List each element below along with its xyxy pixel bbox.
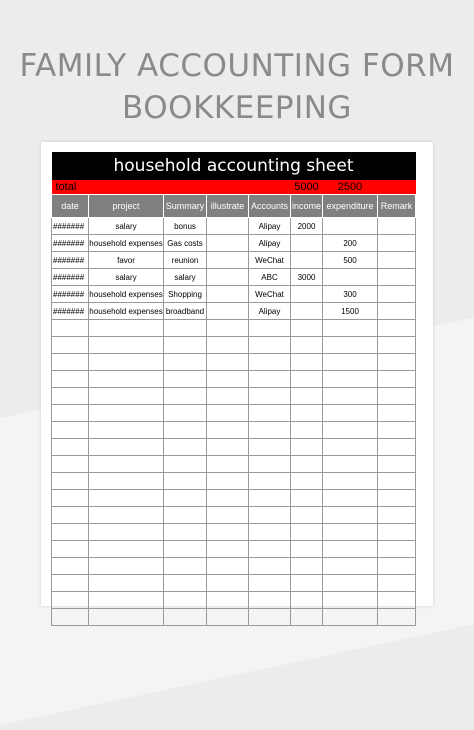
table-cell[interactable] [291, 541, 323, 558]
table-cell[interactable] [249, 439, 291, 456]
table-cell[interactable] [323, 592, 378, 609]
table-cell[interactable]: ####### [52, 218, 89, 235]
table-cell[interactable] [323, 541, 378, 558]
table-cell[interactable] [52, 354, 89, 371]
table-cell[interactable] [291, 558, 323, 575]
table-row [52, 609, 416, 626]
table-cell[interactable] [249, 507, 291, 524]
table-cell[interactable] [249, 558, 291, 575]
table-cell[interactable] [52, 490, 89, 507]
total-remark[interactable] [378, 180, 416, 195]
table-cell[interactable] [164, 422, 207, 439]
table-cell[interactable] [378, 456, 416, 473]
table-cell[interactable] [89, 371, 164, 388]
table-cell[interactable] [207, 218, 249, 235]
table-cell[interactable] [89, 507, 164, 524]
table-row [52, 405, 416, 422]
table-cell[interactable] [52, 609, 89, 626]
table-cell[interactable] [378, 337, 416, 354]
table-cell[interactable] [249, 524, 291, 541]
table-cell[interactable]: WeChat [249, 286, 291, 303]
column-header[interactable]: income [291, 195, 323, 218]
table-cell[interactable] [164, 473, 207, 490]
table-cell[interactable]: ####### [52, 252, 89, 269]
table-cell[interactable] [164, 524, 207, 541]
table-row [52, 490, 416, 507]
table-cell[interactable] [207, 388, 249, 405]
table-cell[interactable] [249, 337, 291, 354]
table-row [52, 592, 416, 609]
table-cell[interactable] [323, 490, 378, 507]
table-cell[interactable] [378, 405, 416, 422]
table-cell[interactable] [323, 422, 378, 439]
table-cell[interactable] [52, 422, 89, 439]
column-header[interactable]: illustrate [207, 195, 249, 218]
table-cell[interactable] [291, 490, 323, 507]
table-cell[interactable] [164, 490, 207, 507]
table-cell[interactable] [52, 592, 89, 609]
table-cell[interactable] [378, 609, 416, 626]
table-cell[interactable] [164, 575, 207, 592]
table-row [52, 337, 416, 354]
table-row [52, 558, 416, 575]
table-cell[interactable]: ABC [249, 269, 291, 286]
table-cell[interactable] [378, 269, 416, 286]
table-cell[interactable] [52, 507, 89, 524]
total-expenditure[interactable]: 2500 [323, 180, 378, 195]
table-cell[interactable]: 200 [323, 235, 378, 252]
table-cell[interactable] [207, 490, 249, 507]
table-cell[interactable]: 500 [323, 252, 378, 269]
table-cell[interactable] [164, 558, 207, 575]
table-cell[interactable] [89, 388, 164, 405]
table-cell[interactable] [291, 422, 323, 439]
total-income[interactable]: 5000 [291, 180, 323, 195]
table-cell[interactable]: 3000 [291, 269, 323, 286]
table-cell[interactable] [52, 405, 89, 422]
table-cell[interactable]: Alipay [249, 303, 291, 320]
table-cell[interactable] [207, 456, 249, 473]
table-cell[interactable]: Alipay [249, 235, 291, 252]
page-title: FAMILY ACCOUNTING FORM [19, 48, 455, 84]
table-cell[interactable] [249, 490, 291, 507]
table-cell[interactable] [164, 320, 207, 337]
table-cell[interactable]: ####### [52, 235, 89, 252]
table-cell[interactable]: salary [89, 269, 164, 286]
table-cell[interactable] [207, 507, 249, 524]
table-cell[interactable] [52, 473, 89, 490]
table-cell[interactable] [89, 320, 164, 337]
table-cell[interactable] [164, 337, 207, 354]
table-cell[interactable] [249, 473, 291, 490]
table-cell[interactable]: household expenses [89, 286, 164, 303]
table-cell[interactable] [323, 439, 378, 456]
table-cell[interactable]: Alipay [249, 218, 291, 235]
table-row [52, 575, 416, 592]
table-cell[interactable] [323, 524, 378, 541]
table-row [52, 456, 416, 473]
table-cell[interactable] [249, 592, 291, 609]
table-cell[interactable] [249, 456, 291, 473]
spreadsheet-page [41, 142, 433, 606]
table-cell[interactable] [52, 439, 89, 456]
column-header-row [52, 195, 416, 218]
table-cell[interactable] [291, 507, 323, 524]
table-cell[interactable] [164, 405, 207, 422]
table-cell[interactable] [164, 541, 207, 558]
total-label[interactable]: total [52, 180, 291, 195]
table-cell[interactable] [164, 456, 207, 473]
total-row [52, 180, 416, 195]
table-cell[interactable]: salary [164, 269, 207, 286]
table-row [52, 439, 416, 456]
table-cell[interactable]: ####### [52, 286, 89, 303]
table-cell[interactable] [323, 405, 378, 422]
table-cell[interactable] [378, 524, 416, 541]
spreadsheet-grid [51, 152, 416, 626]
table-cell[interactable] [249, 405, 291, 422]
table-cell[interactable] [89, 524, 164, 541]
table-cell[interactable] [323, 575, 378, 592]
table-cell[interactable] [378, 218, 416, 235]
table-cell[interactable] [378, 558, 416, 575]
table-cell[interactable] [164, 439, 207, 456]
table-cell[interactable] [207, 354, 249, 371]
table-cell[interactable] [89, 541, 164, 558]
table-cell[interactable] [323, 609, 378, 626]
table-cell[interactable]: WeChat [249, 252, 291, 269]
table-cell[interactable] [323, 371, 378, 388]
table-cell[interactable] [89, 473, 164, 490]
table-cell[interactable] [323, 507, 378, 524]
table-row [52, 354, 416, 371]
table-cell[interactable] [249, 541, 291, 558]
table-cell[interactable] [207, 524, 249, 541]
table-row [52, 286, 416, 303]
table-row [52, 541, 416, 558]
table-cell[interactable] [291, 388, 323, 405]
table-cell[interactable]: broadband [164, 303, 207, 320]
table-cell[interactable] [291, 303, 323, 320]
table-cell[interactable] [249, 609, 291, 626]
table-cell[interactable] [207, 286, 249, 303]
table-cell[interactable] [291, 473, 323, 490]
table-cell[interactable] [378, 320, 416, 337]
table-cell[interactable] [52, 558, 89, 575]
table-cell[interactable] [207, 235, 249, 252]
accounting-table [51, 152, 416, 626]
table-body [52, 218, 416, 626]
table-cell[interactable] [207, 269, 249, 286]
table-cell[interactable] [52, 337, 89, 354]
table-cell[interactable] [323, 269, 378, 286]
table-cell[interactable] [291, 609, 323, 626]
table-cell[interactable] [89, 405, 164, 422]
table-cell[interactable] [164, 609, 207, 626]
table-cell[interactable] [52, 541, 89, 558]
table-cell[interactable] [207, 303, 249, 320]
table-cell[interactable] [164, 371, 207, 388]
table-cell[interactable] [291, 524, 323, 541]
table-cell[interactable] [207, 252, 249, 269]
table-cell[interactable] [207, 320, 249, 337]
table-cell[interactable] [207, 609, 249, 626]
table-cell[interactable] [164, 507, 207, 524]
table-row [52, 320, 416, 337]
table-cell[interactable] [52, 575, 89, 592]
table-cell[interactable] [89, 354, 164, 371]
table-row [52, 303, 416, 320]
table-cell[interactable] [378, 422, 416, 439]
table-cell[interactable] [291, 405, 323, 422]
table-cell[interactable]: bonus [164, 218, 207, 235]
table-cell[interactable] [291, 439, 323, 456]
table-cell[interactable] [323, 388, 378, 405]
table-cell[interactable] [207, 541, 249, 558]
table-cell[interactable]: favor [89, 252, 164, 269]
table-cell[interactable] [52, 388, 89, 405]
table-cell[interactable] [89, 337, 164, 354]
table-cell[interactable] [89, 439, 164, 456]
table-row [52, 371, 416, 388]
page-subtitle: BOOKKEEPING [122, 90, 352, 126]
table-cell[interactable] [207, 371, 249, 388]
table-cell[interactable] [291, 575, 323, 592]
table-row [52, 252, 416, 269]
table-cell[interactable] [207, 337, 249, 354]
table-cell[interactable] [249, 388, 291, 405]
sheet-title: household accounting sheet [52, 152, 416, 180]
table-cell[interactable]: salary [89, 218, 164, 235]
table-cell[interactable] [89, 609, 164, 626]
table-cell[interactable] [291, 286, 323, 303]
table-cell[interactable] [378, 371, 416, 388]
table-row [52, 235, 416, 252]
table-cell[interactable] [207, 558, 249, 575]
column-header[interactable]: date [52, 195, 89, 218]
table-cell[interactable] [207, 422, 249, 439]
column-header[interactable]: expenditure [323, 195, 378, 218]
table-row [52, 473, 416, 490]
table-cell[interactable] [291, 320, 323, 337]
table-cell[interactable]: 300 [323, 286, 378, 303]
table-cell[interactable] [249, 354, 291, 371]
table-cell[interactable] [378, 490, 416, 507]
table-cell[interactable] [323, 354, 378, 371]
table-cell[interactable]: household expenses [89, 235, 164, 252]
table-row [52, 269, 416, 286]
table-row [52, 507, 416, 524]
table-cell[interactable] [249, 371, 291, 388]
column-header[interactable]: Accounts [249, 195, 291, 218]
table-cell[interactable] [378, 303, 416, 320]
table-cell[interactable]: Gas costs [164, 235, 207, 252]
table-cell[interactable] [249, 575, 291, 592]
table-cell[interactable] [89, 422, 164, 439]
table-cell[interactable] [291, 592, 323, 609]
table-cell[interactable] [89, 490, 164, 507]
table-cell[interactable] [323, 218, 378, 235]
column-header[interactable]: project [89, 195, 164, 218]
table-cell[interactable] [378, 439, 416, 456]
table-cell[interactable] [291, 252, 323, 269]
table-cell[interactable] [52, 371, 89, 388]
table-cell[interactable]: 2000 [291, 218, 323, 235]
table-cell[interactable] [323, 320, 378, 337]
table-cell[interactable] [89, 592, 164, 609]
sheet-title-row [52, 152, 416, 180]
table-cell[interactable] [249, 422, 291, 439]
table-cell[interactable] [378, 252, 416, 269]
table-cell[interactable] [207, 405, 249, 422]
table-cell[interactable] [89, 558, 164, 575]
table-cell[interactable] [378, 575, 416, 592]
table-cell[interactable] [323, 456, 378, 473]
table-cell[interactable] [378, 541, 416, 558]
table-cell[interactable] [52, 320, 89, 337]
table-cell[interactable] [207, 473, 249, 490]
table-cell[interactable] [378, 286, 416, 303]
table-row [52, 388, 416, 405]
table-cell[interactable] [89, 456, 164, 473]
table-cell[interactable]: reunion [164, 252, 207, 269]
column-header[interactable]: Remark [378, 195, 416, 218]
table-cell[interactable] [164, 592, 207, 609]
table-row [52, 524, 416, 541]
table-cell[interactable] [249, 320, 291, 337]
table-cell[interactable] [207, 575, 249, 592]
table-row [52, 218, 416, 235]
table-row [52, 422, 416, 439]
table-cell[interactable]: 1500 [323, 303, 378, 320]
table-cell[interactable] [291, 354, 323, 371]
table-cell[interactable] [323, 337, 378, 354]
table-cell[interactable]: household expenses [89, 303, 164, 320]
table-cell[interactable] [52, 456, 89, 473]
table-cell[interactable] [323, 558, 378, 575]
table-cell[interactable] [52, 524, 89, 541]
table-cell[interactable]: ####### [52, 303, 89, 320]
table-cell[interactable] [207, 592, 249, 609]
table-cell[interactable] [323, 473, 378, 490]
table-cell[interactable] [378, 354, 416, 371]
table-cell[interactable] [378, 388, 416, 405]
table-cell[interactable]: Shopping [164, 286, 207, 303]
table-cell[interactable] [164, 388, 207, 405]
table-cell[interactable] [164, 354, 207, 371]
table-cell[interactable] [378, 235, 416, 252]
table-cell[interactable] [207, 439, 249, 456]
table-cell[interactable] [378, 473, 416, 490]
table-cell[interactable] [378, 592, 416, 609]
table-cell[interactable] [378, 507, 416, 524]
table-cell[interactable] [291, 456, 323, 473]
table-cell[interactable]: ####### [52, 269, 89, 286]
table-cell[interactable] [291, 337, 323, 354]
table-cell[interactable] [89, 575, 164, 592]
table-cell[interactable] [291, 235, 323, 252]
column-header[interactable]: Summary [164, 195, 207, 218]
table-cell[interactable] [291, 371, 323, 388]
